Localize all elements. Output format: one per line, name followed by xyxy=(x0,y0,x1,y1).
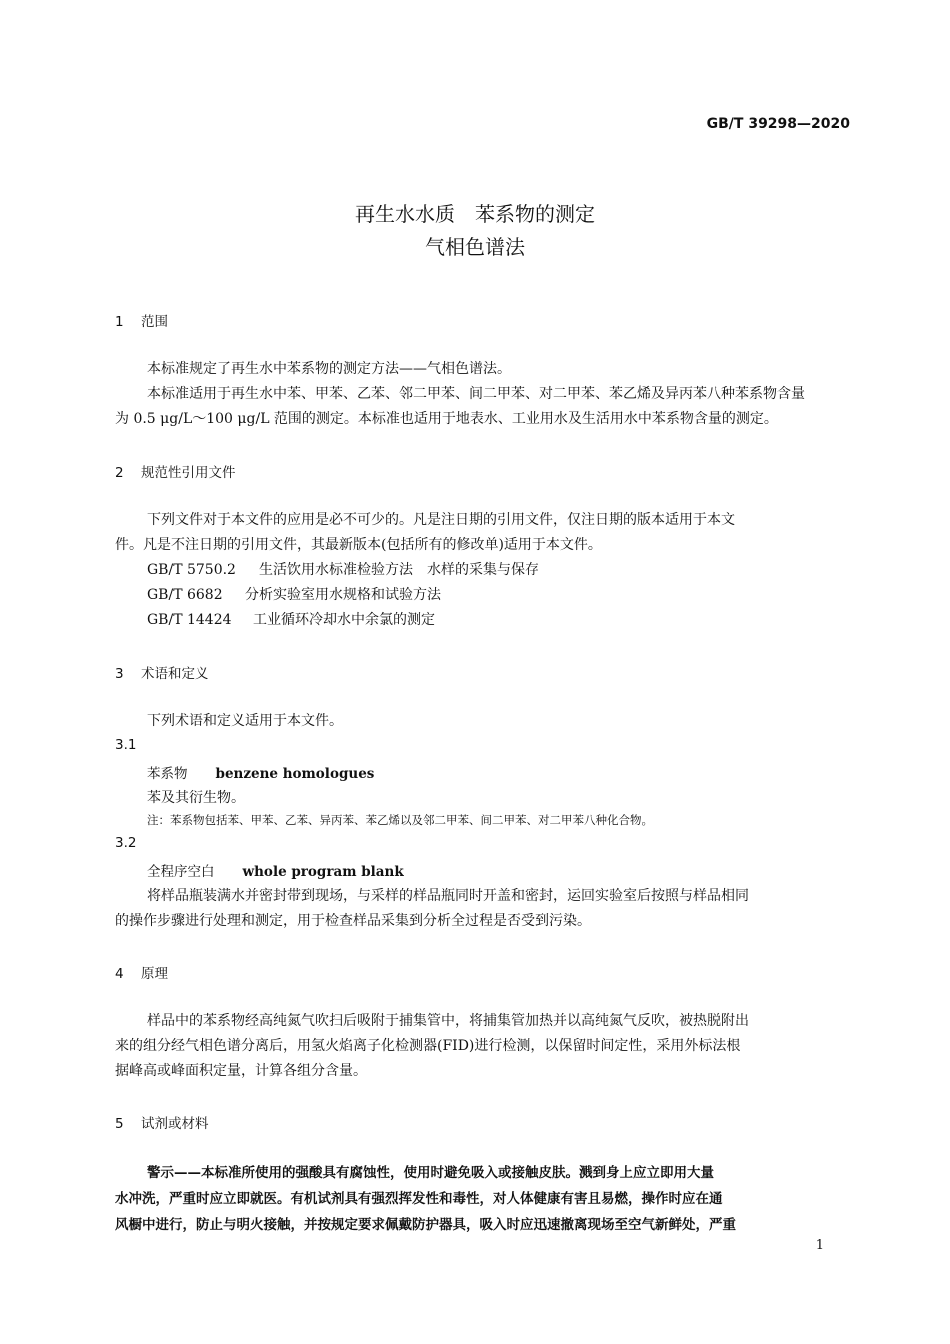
paragraph: 样品中的苯系物经高纯氮气吹扫后吸附于捕集管中，将捕集管加热并以高纯氮气反吹，被热脱附出 xyxy=(147,1013,749,1029)
section-1-heading xyxy=(115,310,168,330)
reference-title: 分析实验室用水规格和试验方法 xyxy=(245,587,441,603)
paragraph: 据峰高或峰面积定量，计算各组分含量。 xyxy=(115,1063,367,1079)
term-heading xyxy=(147,860,404,880)
term-note: 注：苯系物包括苯、甲苯、乙苯、异丙苯、苯乙烯以及邻二甲苯、间二甲苯、对二甲苯八种化合物。 xyxy=(147,813,653,827)
section-number: 2 xyxy=(115,465,124,481)
paragraph: 为 0.5 μg/L～100 μg/L 范围的测定。本标准也适用于地表水、工业用水及生活用水中苯系物含量的测定。 xyxy=(115,411,778,427)
section-title: 试剂或材料 xyxy=(141,1116,209,1132)
reference-item xyxy=(147,559,539,579)
page-number: 1 xyxy=(815,1238,824,1253)
term-zh: 全程序空白 xyxy=(147,864,215,880)
paragraph: 件。凡是不注日期的引用文件，其最新版本(包括所有的修改单)适用于本文件。 xyxy=(115,537,602,553)
section-3-heading xyxy=(115,662,209,682)
paragraph: 下列术语和定义适用于本文件。 xyxy=(147,713,343,729)
section-4-heading xyxy=(115,962,168,982)
section-number: 1 xyxy=(115,314,124,330)
section-number: 5 xyxy=(115,1116,124,1132)
paragraph: 下列文件对于本文件的应用是必不可少的。凡是注日期的引用文件，仅注日期的版本适用于本文 xyxy=(147,512,735,528)
term-en: benzene homologues xyxy=(215,766,375,782)
reference-code: GB/T 6682 xyxy=(147,587,223,603)
reference-item xyxy=(147,584,441,604)
section-2-heading xyxy=(115,461,236,481)
term-definition: 将样品瓶装满水并密封带到现场，与采样的样品瓶同时开盖和密封，运回实验室后按照与样品相同 xyxy=(147,888,749,904)
standard-number: GB/T 39298—2020 xyxy=(706,116,850,132)
warning-text: 警示——本标准所使用的强酸具有腐蚀性，使用时避免吸入或接触皮肤。溅到身上应立即用大量 xyxy=(147,1165,714,1181)
section-5-heading xyxy=(115,1112,209,1132)
term-zh: 苯系物 xyxy=(147,766,188,782)
warning-text: 风橱中进行，防止与明火接触，并按规定要求佩戴防护器具，吸入时应迅速撤离现场至空气新鲜处，严重 xyxy=(115,1217,736,1233)
section-number: 4 xyxy=(115,966,124,982)
section-title: 规范性引用文件 xyxy=(141,465,236,481)
reference-title: 生活饮用水标准检验方法 水样的采集与保存 xyxy=(259,562,539,578)
reference-code: GB/T 5750.2 xyxy=(147,562,236,578)
term-number: 3.1 xyxy=(115,737,137,753)
doc-title-line2: 气相色谱法 xyxy=(425,235,525,259)
paragraph: 来的组分经气相色谱分离后，用氢火焰离子化检测器(FID)进行检测，以保留时间定性，采用外标法根 xyxy=(115,1038,741,1054)
term-definition: 苯及其衍生物。 xyxy=(147,790,245,806)
term-heading xyxy=(147,762,374,782)
section-title: 范围 xyxy=(141,314,168,330)
reference-item xyxy=(147,609,435,629)
term-number: 3.2 xyxy=(115,835,137,851)
section-title: 术语和定义 xyxy=(141,666,209,682)
term-definition: 的操作步骤进行处理和测定，用于检查样品采集到分析全过程是否受到污染。 xyxy=(115,913,591,929)
term-en: whole program blank xyxy=(242,864,404,880)
paragraph: 本标准适用于再生水中苯、甲苯、乙苯、邻二甲苯、间二甲苯、对二甲苯、苯乙烯及异丙苯八种苯系物含量 xyxy=(147,386,805,402)
reference-title: 工业循环冷却水中余氯的测定 xyxy=(253,612,435,628)
warning-text: 水冲洗，严重时应立即就医。有机试剂具有强烈挥发性和毒性，对人体健康有害且易燃，操作时应在通 xyxy=(115,1191,723,1207)
section-number: 3 xyxy=(115,666,124,682)
paragraph: 本标准规定了再生水中苯系物的测定方法——气相色谱法。 xyxy=(147,361,511,377)
doc-title-line1: 再生水水质 苯系物的测定 xyxy=(355,202,595,226)
reference-code: GB/T 14424 xyxy=(147,612,232,628)
section-title: 原理 xyxy=(141,966,168,982)
